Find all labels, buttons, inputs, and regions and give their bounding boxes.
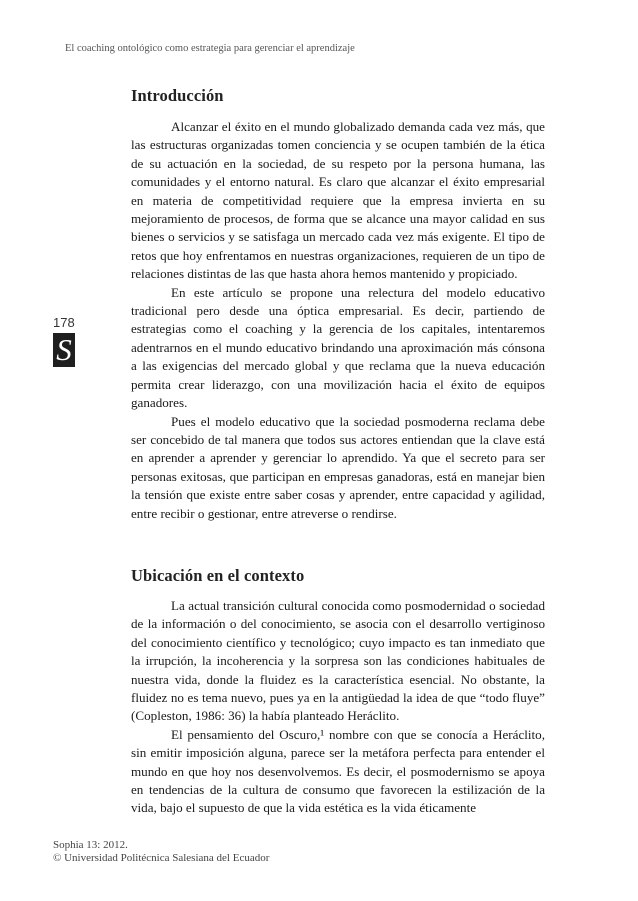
paragraph: La actual transición cultural conocida como posmodernidad o sociedad de la información o del conocimiento, se asocia con el desarrollo vertiginoso del conocimiento científico y tecnológico; cuyo impacto es tan inmediato que la irrupción, la incoherencia y la sorpresa son las condiciones habituales de nuestra vida, donde la fluidez es la característica esencial. No obstante, la fluidez no es tema nuevo, pues ya en la antigüedad la idea de que “todo fluye” (Copleston, 1986: 36) la había planteado Heráclito. [131, 598, 545, 724]
running-head: El coaching ontológico como estrategia para gerenciar el aprendizaje [65, 43, 355, 54]
section-body-ubicacion [131, 597, 545, 818]
journal-logo [53, 333, 75, 367]
section-heading-ubicacion: Ubicación en el contexto [131, 566, 305, 585]
paragraph: Pues el modelo educativo que la sociedad posmoderna reclama debe ser concebido de tal manera que todos sus actores entiendan que la clave está en aprender a aprender y gerenciar lo aprendido. Ya que el secreto para ser personas exitosas, que participan en empresas ganadoras, está en manejar bien la tensión que existe entre saber cosas y aprender, entre capacidad y agilidad, entre recibir o gestionar, entre atreverse o rendirse. [131, 413, 545, 521]
journal-citation: Sophia 13: 2012. [53, 839, 128, 851]
page-footer [53, 839, 269, 865]
logo-letter: S [56, 331, 72, 367]
paragraph: En este artículo se propone una relectura del modelo educativo tradicional pero desde una óptica empresarial. Es decir, partiendo de estrategias como el coaching y la gerencia de los capitales, intentaremos adentrarnos en el mundo educativo brindando una aproximación más cónsona a las exigencias del mercado global y que reclama que la nueva educación permita crear liderazgo, con una movilización hacia el éxito de equipos ganadores. [131, 284, 545, 411]
copyright-notice: © Universidad Politécnica Salesiana del Ecuador [53, 852, 270, 864]
paragraph: Alcanzar el éxito en el mundo globalizado demanda cada vez más, que las estructuras organizadas tomen conciencia y se ocupen también de la ética de su actuación en la sociedad, de su respeto por la persona humana, las comunidades y el entorno natural. Es claro que alcanzar el éxito empresarial en materia de competitividad requiere que la empresa invierta en su mejoramiento de procesos, de forma que se alcance una mayor calidad en sus bienes o servicios y se satisfaga un mercado cada vez más exigente. El tipo de retos que hoy enfrentamos en nuestras organizaciones, requieren de un tipo de relaciones distintas de las que hasta ahora hemos mantenido y propiciado. [131, 119, 545, 282]
section-body-introduccion [131, 118, 545, 523]
section-heading-introduccion: Introducción [131, 86, 224, 105]
page-number: 178 [53, 315, 75, 330]
paragraph: El pensamiento del Oscuro,¹ nombre con que se conocía a Heráclito, sin emitir imposición alguna, parece ser la metáfora perfecta para entender el mundo en que hoy nos desenvolvemos. Es decir, el posmodernismo se apoya en tendencias de la cultura de consumo que favorecen la estilización de la vida, bajo el supuesto de que la vida estética es la vida éticamente [131, 726, 545, 816]
